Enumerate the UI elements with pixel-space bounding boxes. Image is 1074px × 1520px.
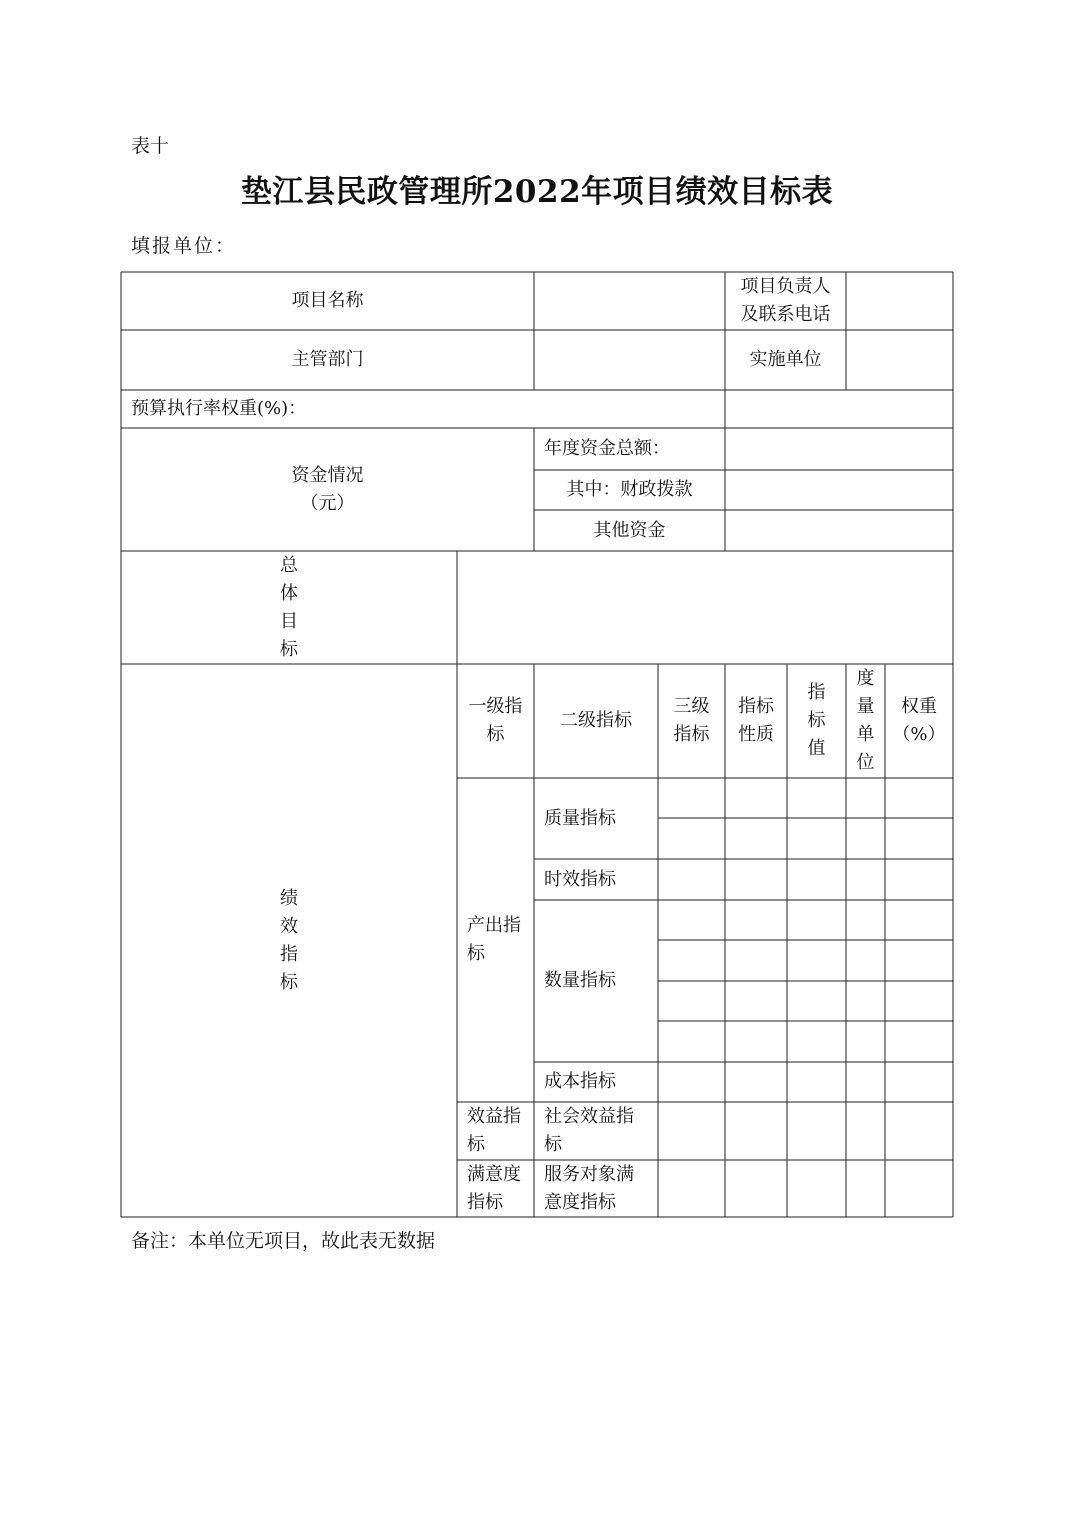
quantity-indicator-label: 数量指标 xyxy=(544,970,616,991)
fiscal-allocation-label: 其中：财政拨款 xyxy=(566,479,693,500)
header-value: 指 标 值 xyxy=(807,682,826,759)
filler-unit-label: 填报单位： xyxy=(131,235,237,257)
output-indicators-label: 产出指 标 xyxy=(467,915,521,964)
budget-weight-label: 预算执行率权重(%)： xyxy=(131,398,307,419)
social-benefit-indicator-label: 社会效益指 标 xyxy=(544,1106,634,1155)
header-weight: 权重 （%） xyxy=(892,696,946,745)
implementer-label: 实施单位 xyxy=(749,349,822,370)
performance-indicators-label: 绩 效 指 标 xyxy=(280,887,298,993)
project-lead-label: 项目负责人 及联系电话 xyxy=(740,276,831,325)
funding-label: 资金情况 （元） xyxy=(291,464,364,514)
overall-goal-label: 总 体 目 标 xyxy=(280,554,298,660)
page-title: 垫江县民政管理所2022年项目绩效目标表 xyxy=(240,174,834,210)
header-level1: 一级指 标 xyxy=(468,696,523,745)
department-label: 主管部门 xyxy=(291,349,364,370)
header-level2: 二级指标 xyxy=(560,710,632,731)
header-level3: 三级 指标 xyxy=(673,696,710,745)
quality-indicator-label: 质量指标 xyxy=(544,807,616,829)
service-satisfaction-indicator-label: 服务对象满 意度指标 xyxy=(544,1163,634,1213)
annual-total-label: 年度资金总额： xyxy=(544,438,670,459)
table-label: 表十 xyxy=(131,135,170,157)
benefit-indicators-label: 效益指 标 xyxy=(467,1106,521,1155)
cost-indicator-label: 成本指标 xyxy=(544,1071,616,1092)
other-funds-label: 其他资金 xyxy=(593,519,666,541)
timeliness-indicator-label: 时效指标 xyxy=(544,868,616,890)
project-name-label: 项目名称 xyxy=(291,290,364,311)
footnote: 备注：本单位无项目，故此表无数据 xyxy=(131,1230,436,1252)
satisfaction-indicators-label: 满意度 指标 xyxy=(467,1163,521,1213)
header-unit: 度 量 单 位 xyxy=(856,668,875,773)
header-nature: 指标 性质 xyxy=(738,696,774,745)
